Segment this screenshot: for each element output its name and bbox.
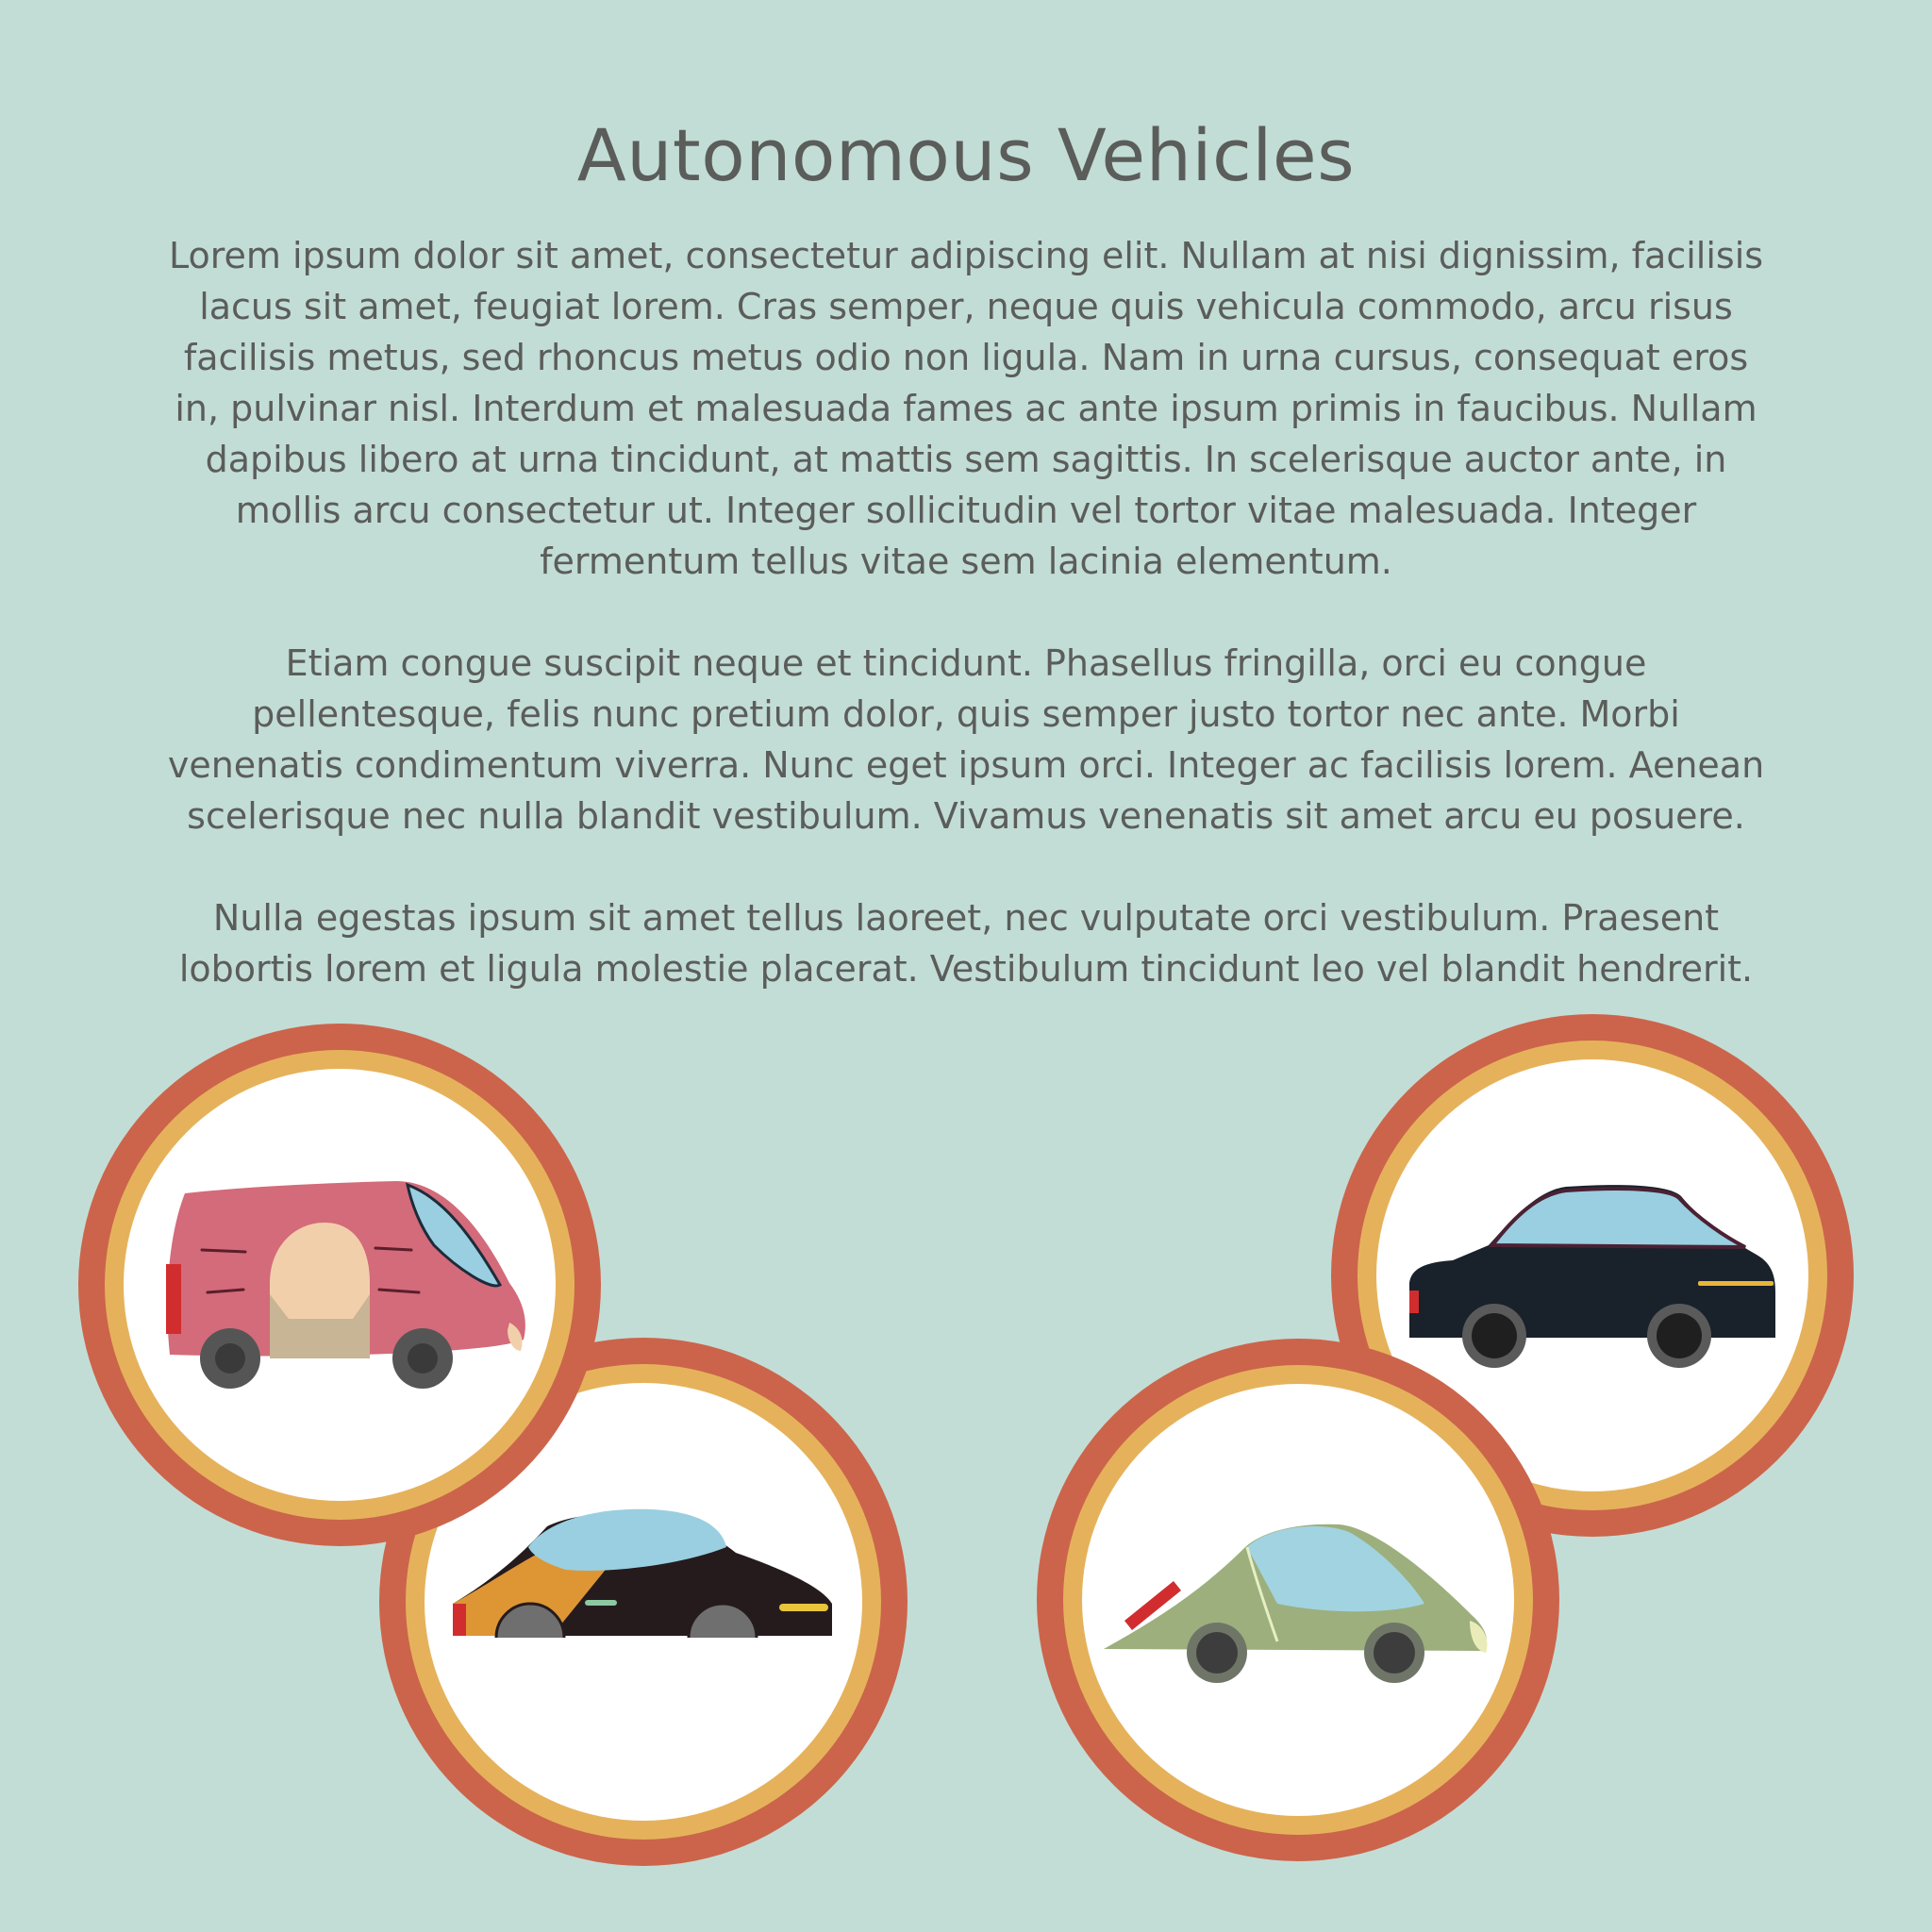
paragraph-3: Nulla egestas ipsum sit amet tellus laoreet, nec vulputate orci vestibulum. Praesent lobortis lorem et ligula molestie placerat. Vestibulum tincidunt leo vel blandit hendrerit. [178, 897, 1754, 990]
page-title: Autonomous Vehicles [576, 113, 1356, 197]
vehicle-badge-pink-van [78, 1024, 601, 1546]
paragraph-1: Lorem ipsum dolor sit amet, consectetur adipiscing elit. Nullam at nisi dignissim, facilisis lacus sit amet, feugiat lorem. Cras semper, neque quis vehicula commodo, arcu risus facilisis metus, sed rhoncus metus odio non ligula. Nam in urna cursus, consequat eros in, pulvinar nisl. Interdum et malesuada fames ac ante ipsum primis in faucibus. Nullam dapibus libero at urna tincidunt, at mattis sem sagittis. In scelerisque auctor ante, in mollis arcu consectetur ut. Integer sollicitudin vel tortor vitae malesuada. Integer fermentum tellus vitae sem lacinia elementum. [168, 235, 1764, 582]
paragraph-2: Etiam congue suscipit neque et tincidunt. Phasellus fringilla, orci eu congue pellentesque, felis nunc pretium dolor, quis semper justo tortor nec ante. Morbi venenatis condimentum viverra. Nunc eget ipsum orci. Integer ac facilisis lorem. Aenean scelerisque nec nulla blandit vestibulum. Vivamus venenatis sit amet arcu eu posuere. [167, 642, 1765, 837]
vehicle-badge-green-hatchback [1037, 1339, 1559, 1861]
